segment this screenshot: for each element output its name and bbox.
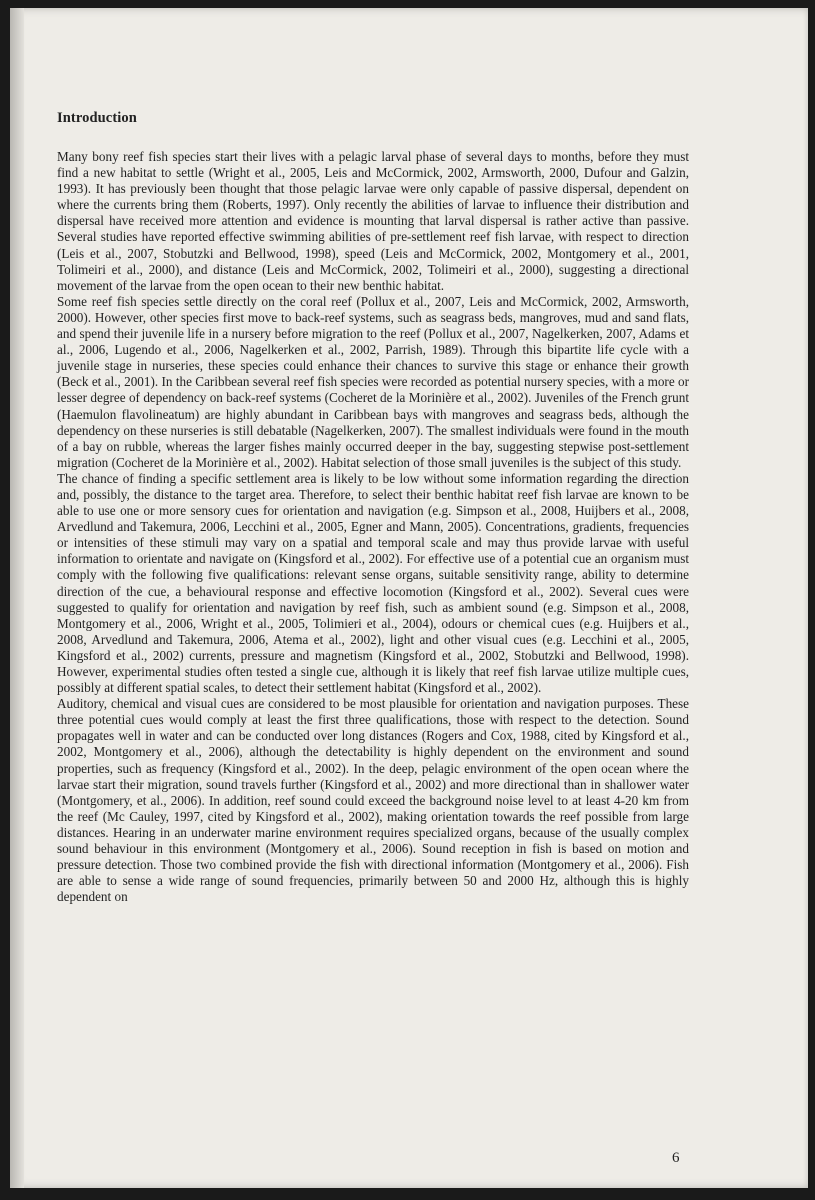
paragraph: Auditory, chemical and visual cues are considered to be most plausible for orientation and navigation purposes. These three potential cues would comply at least the first three qualifications, those with respect to the detection. Sound propagates well in water and can be conducted over long distances (Rogers and Cox, 1988, cited by Kingsford et al., 2002, Montgomery et al., 2006), although the detectability is highly dependent on the environment and sound properties, such as frequency (Kingsford et al., 2002). In the deep, pelagic environment of the open ocean where the larvae start their migration, sound travels further (Kingsford et al., 2002) and more directional than in shallower water (Montgomery, et al., 2006). In addition, reef sound could exceed the background noise level to at least 4-20 km from the reef (Mc Cauley, 1997, cited by Kingsford et al., 2002), making orientation towards the reef possible from large distances. Hearing in an underwater marine environment requires specialized organs, because of the usually complex sound behaviour in this environment (Montgomery et al., 2006). Sound reception in fish is based on motion and pressure detection. Those two combined provide the fish with directional information (Montgomery et al., 2006). Fish are able to sense a wide range of sound frequencies, primarily between 50 and 2000 Hz, although this is highly dependent on (57, 696, 689, 905)
paragraph: The chance of finding a specific settlement area is likely to be low without some information regarding the direction and, possibly, the distance to the target area. Therefore, to select their benthic habitat reef fish larvae are known to be able to use one or more sensory cues for orientation and navigation (e.g. Simpson et al., 2008, Huijbers et al., 2008, Arvedlund and Takemura, 2006, Lecchini et al., 2005, Egner and Mann, 2005). Concentrations, gradients, frequencies or intensities of these stimuli may vary on a spatial and temporal scale and may thus provide larvae with useful information to orientate and navigate on (Kingsford et al., 2002). For effective use of a potential cue an organism must comply with the following five qualifications: relevant sense organs, suitable sensitivity range, ability to determine direction of the cue, a behavioural response and effective locomotion (Kingsford et al., 2002). Several cues were suggested to qualify for orientation and navigation by reef fish, such as ambient sound (e.g. Simpson et al., 2008, Montgomery et al., 2006, Wright et al., 2005, Tolimieri et al., 2004), odours or chemical cues (e.g. Huijbers et al., 2008, Arvedlund and Takemura, 2006, Atema et al., 2002), light and other visual cues (e.g. Lecchini et al., 2005, Kingsford et al., 2002) currents, pressure and magnetism (Kingsford et al., 2002, Stobutzki and Bellwood, 1998). However, experimental studies often tested a single cue, although it is likely that reef fish larvae utilize multiple cues, possibly at different spatial scales, to detect their settlement habitat (Kingsford et al., 2002). (57, 470, 689, 696)
book-spine-shadow (10, 8, 24, 1188)
paragraph: Some reef fish species settle directly on the coral reef (Pollux et al., 2007, Leis and McCormick, 2002, Armsworth, 2000). However, other species first move to back-reef systems, such as seagrass beds, mangroves, mud and sand flats, and spend their juvenile life in a nursery before migration to the reef (Pollux et al., 2007, Nagelkerken, 2007, Adams et al., 2006, Lugendo et al., 2006, Nagelkerken et al., 2002, Parrish, 1989). Through this bipartite life cycle with a juvenile stage in nurseries, these species could enhance their chances to survive this stage or enhance their growth (Beck et al., 2001). In the Caribbean several reef fish species were recorded as potential nursery species, with a more or lesser degree of dependency on back-reef systems (Cocheret de la Morinière et al., 2002). Juveniles of the French grunt (Haemulon flavolineatum) are highly abundant in Caribbean bays with mangroves and seagrass beds, although the dependency on these nurseries is still debatable (Nagelkerken, 2007). The smallest individuals were found in the mouth of a bay on rubble, whereas the larger fishes mainly occurred deeper in the bay, suggesting stepwise post-settlement migration (Cocheret de la Morinière et al., 2002). Habitat selection of those small juveniles is the subject of this study. (57, 293, 689, 470)
paragraph: Many bony reef fish species start their lives with a pelagic larval phase of several days to months, before they must find a new habitat to settle (Wright et al., 2005, Leis and McCormick, 2002, Armsworth, 2000, Dufour and Galzin, 1993). It has previously been thought that those pelagic larvae were only capable of passive dispersal, dependent on where the currents bring them (Roberts, 1997). Only recently the abilities of larvae to influence their distribution and dispersal have received more attention and evidence is mounting that larval dispersal is rather active than passive. Several studies have reported effective swimming abilities of pre-settlement reef fish larvae, with respect to direction (Leis et al., 2007, Stobutzki and Bellwood, 1998), speed (Leis and McCormick, 2002, Montgomery et al., 2001, Tolimeiri et al., 2000), and distance (Leis and McCormick, 2002, Tolimeiri et al., 2000), suggesting a directional movement of the larvae from the open ocean to their new benthic habitat. (57, 149, 689, 293)
page-number: 6 (672, 1150, 680, 1166)
section-heading: Introduction (57, 110, 137, 126)
page-content (57, 110, 689, 905)
